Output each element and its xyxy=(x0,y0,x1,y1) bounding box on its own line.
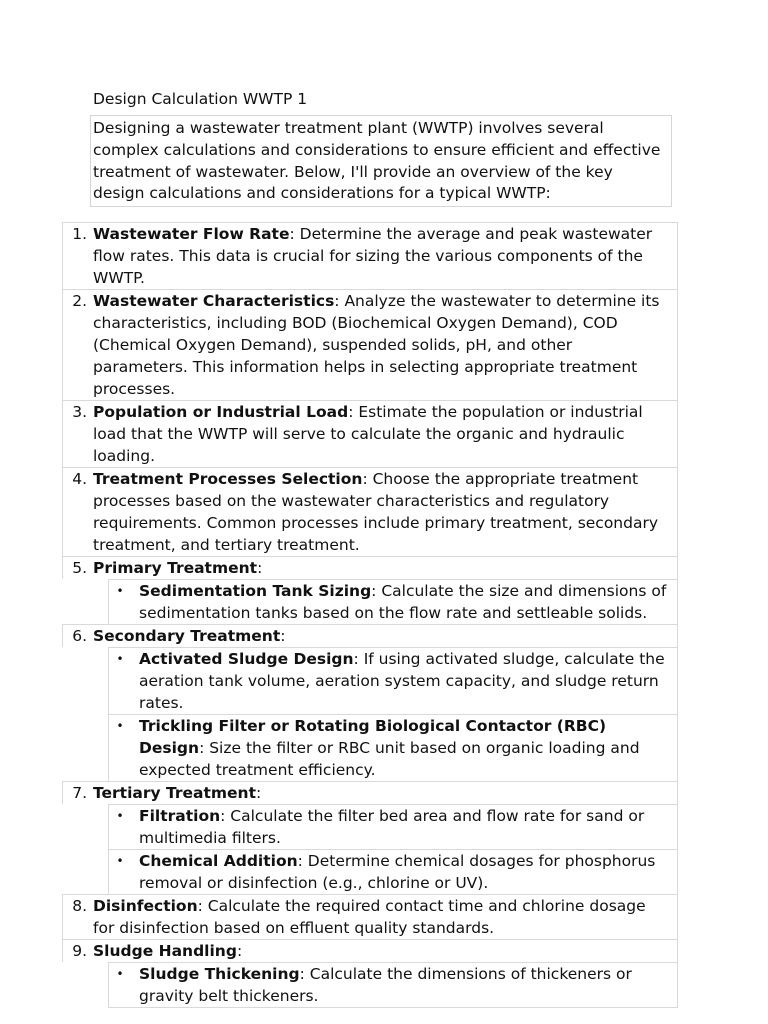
item-term: Primary Treatment xyxy=(93,559,258,577)
item-text: : Calculate the dimensions of thickeners or gravity belt thickeners. xyxy=(139,965,632,1005)
item-text: : Analyze the wastewater to determine its characteristics, including BOD (Biochemical Oxygen Demand), COD (Chemical Oxygen Demand), suspended solids, pH, and other parameters. This information helps in selecting appropriate treatment processes. xyxy=(93,292,660,398)
item-term: Wastewater Flow Rate xyxy=(93,225,290,243)
sub-item-trickling-filter xyxy=(108,714,678,781)
design-steps-list xyxy=(0,222,768,1008)
item-text: : Determine chemical dosages for phosphorus removal or disinfection (e.g., chlorine or UV). xyxy=(139,852,656,892)
item-text: : xyxy=(280,627,286,645)
item-term: Chemical Addition xyxy=(139,852,298,870)
list-item-secondary-treatment xyxy=(62,624,678,647)
bullet-icon: • xyxy=(116,719,124,733)
bullet-icon: • xyxy=(116,584,124,598)
list-number: 4. xyxy=(72,470,87,488)
item-text: : If using activated sludge, calculate the aeration tank volume, aeration system capacity, and sludge return rates. xyxy=(139,650,665,712)
item-text: : Choose the appropriate treatment processes based on the wastewater characteristics and regulatory requirements. Common processes include primary treatment, secondary treatment, and tertiary treatment. xyxy=(93,470,659,554)
item-term: Trickling Filter or Rotating Biological Contactor (RBC) Design xyxy=(139,717,607,757)
sub-item-activated-sludge xyxy=(108,647,678,714)
list-item-primary-treatment xyxy=(62,556,678,579)
item-text: : xyxy=(257,559,263,577)
list-number: 1. xyxy=(72,225,87,243)
item-term: Population or Industrial Load xyxy=(93,403,349,421)
list-number: 2. xyxy=(72,292,87,310)
sub-item-sludge-thickening xyxy=(108,962,678,1008)
item-term: Tertiary Treatment xyxy=(93,784,256,802)
list-item-characteristics xyxy=(62,289,678,400)
sub-item-sedimentation xyxy=(108,579,678,624)
item-text: : Calculate the filter bed area and flow rate for sand or multimedia filters. xyxy=(139,807,645,847)
list-number: 8. xyxy=(72,897,87,915)
intro-paragraph: Designing a wastewater treatment plant (WWTP) involves several complex calculations and considerations to ensure efficient and effective treatment of wastewater. Below, I'll provide an overview of the key design calculations and considerations for a typical WWTP: xyxy=(90,115,672,207)
list-item-tertiary-treatment xyxy=(62,781,678,804)
sub-item-filtration xyxy=(108,804,678,849)
list-number: 6. xyxy=(72,627,87,645)
item-term: Filtration xyxy=(139,807,221,825)
document-title: Design Calculation WWTP 1 xyxy=(93,90,308,108)
list-item-population-load xyxy=(62,400,678,467)
bullet-icon: • xyxy=(116,652,124,666)
sub-item-chemical-addition xyxy=(108,849,678,894)
list-item-process-selection xyxy=(62,467,678,556)
list-item-sludge-handling xyxy=(62,939,678,962)
item-term: Secondary Treatment xyxy=(93,627,281,645)
list-number: 7. xyxy=(72,784,87,802)
item-text: : Estimate the population or industrial load that the WWTP will serve to calculate the organic and hydraulic loading. xyxy=(93,403,643,465)
list-item-disinfection xyxy=(62,894,678,939)
item-term: Sedimentation Tank Sizing xyxy=(139,582,372,600)
item-text: : Calculate the required contact time and chlorine dosage for disinfection based on effluent quality standards. xyxy=(93,897,646,937)
bullet-icon: • xyxy=(116,809,124,823)
item-text: : Size the filter or RBC unit based on organic loading and expected treatment efficiency. xyxy=(139,739,640,779)
item-term: Treatment Processes Selection xyxy=(93,470,363,488)
list-number: 9. xyxy=(72,942,87,960)
list-item-flow-rate xyxy=(62,222,678,289)
item-term: Wastewater Characteristics xyxy=(93,292,335,310)
bullet-icon: • xyxy=(116,854,124,868)
item-text: : xyxy=(236,942,243,960)
list-number: 5. xyxy=(72,559,87,577)
item-term: Disinfection xyxy=(93,897,198,915)
item-term: Sludge Handling xyxy=(93,942,237,960)
item-text: : xyxy=(256,784,262,802)
item-text: : Determine the average and peak wastewater flow rates. This data is crucial for sizing the various components of the WWTP. xyxy=(93,225,653,287)
item-text: : Calculate the size and dimensions of sedimentation tanks based on the flow rate and settleable solids. xyxy=(139,582,667,622)
item-term: Activated Sludge Design xyxy=(139,650,354,668)
item-term: Sludge Thickening xyxy=(139,965,300,983)
list-number: 3. xyxy=(72,403,87,421)
bullet-icon: • xyxy=(116,967,124,981)
